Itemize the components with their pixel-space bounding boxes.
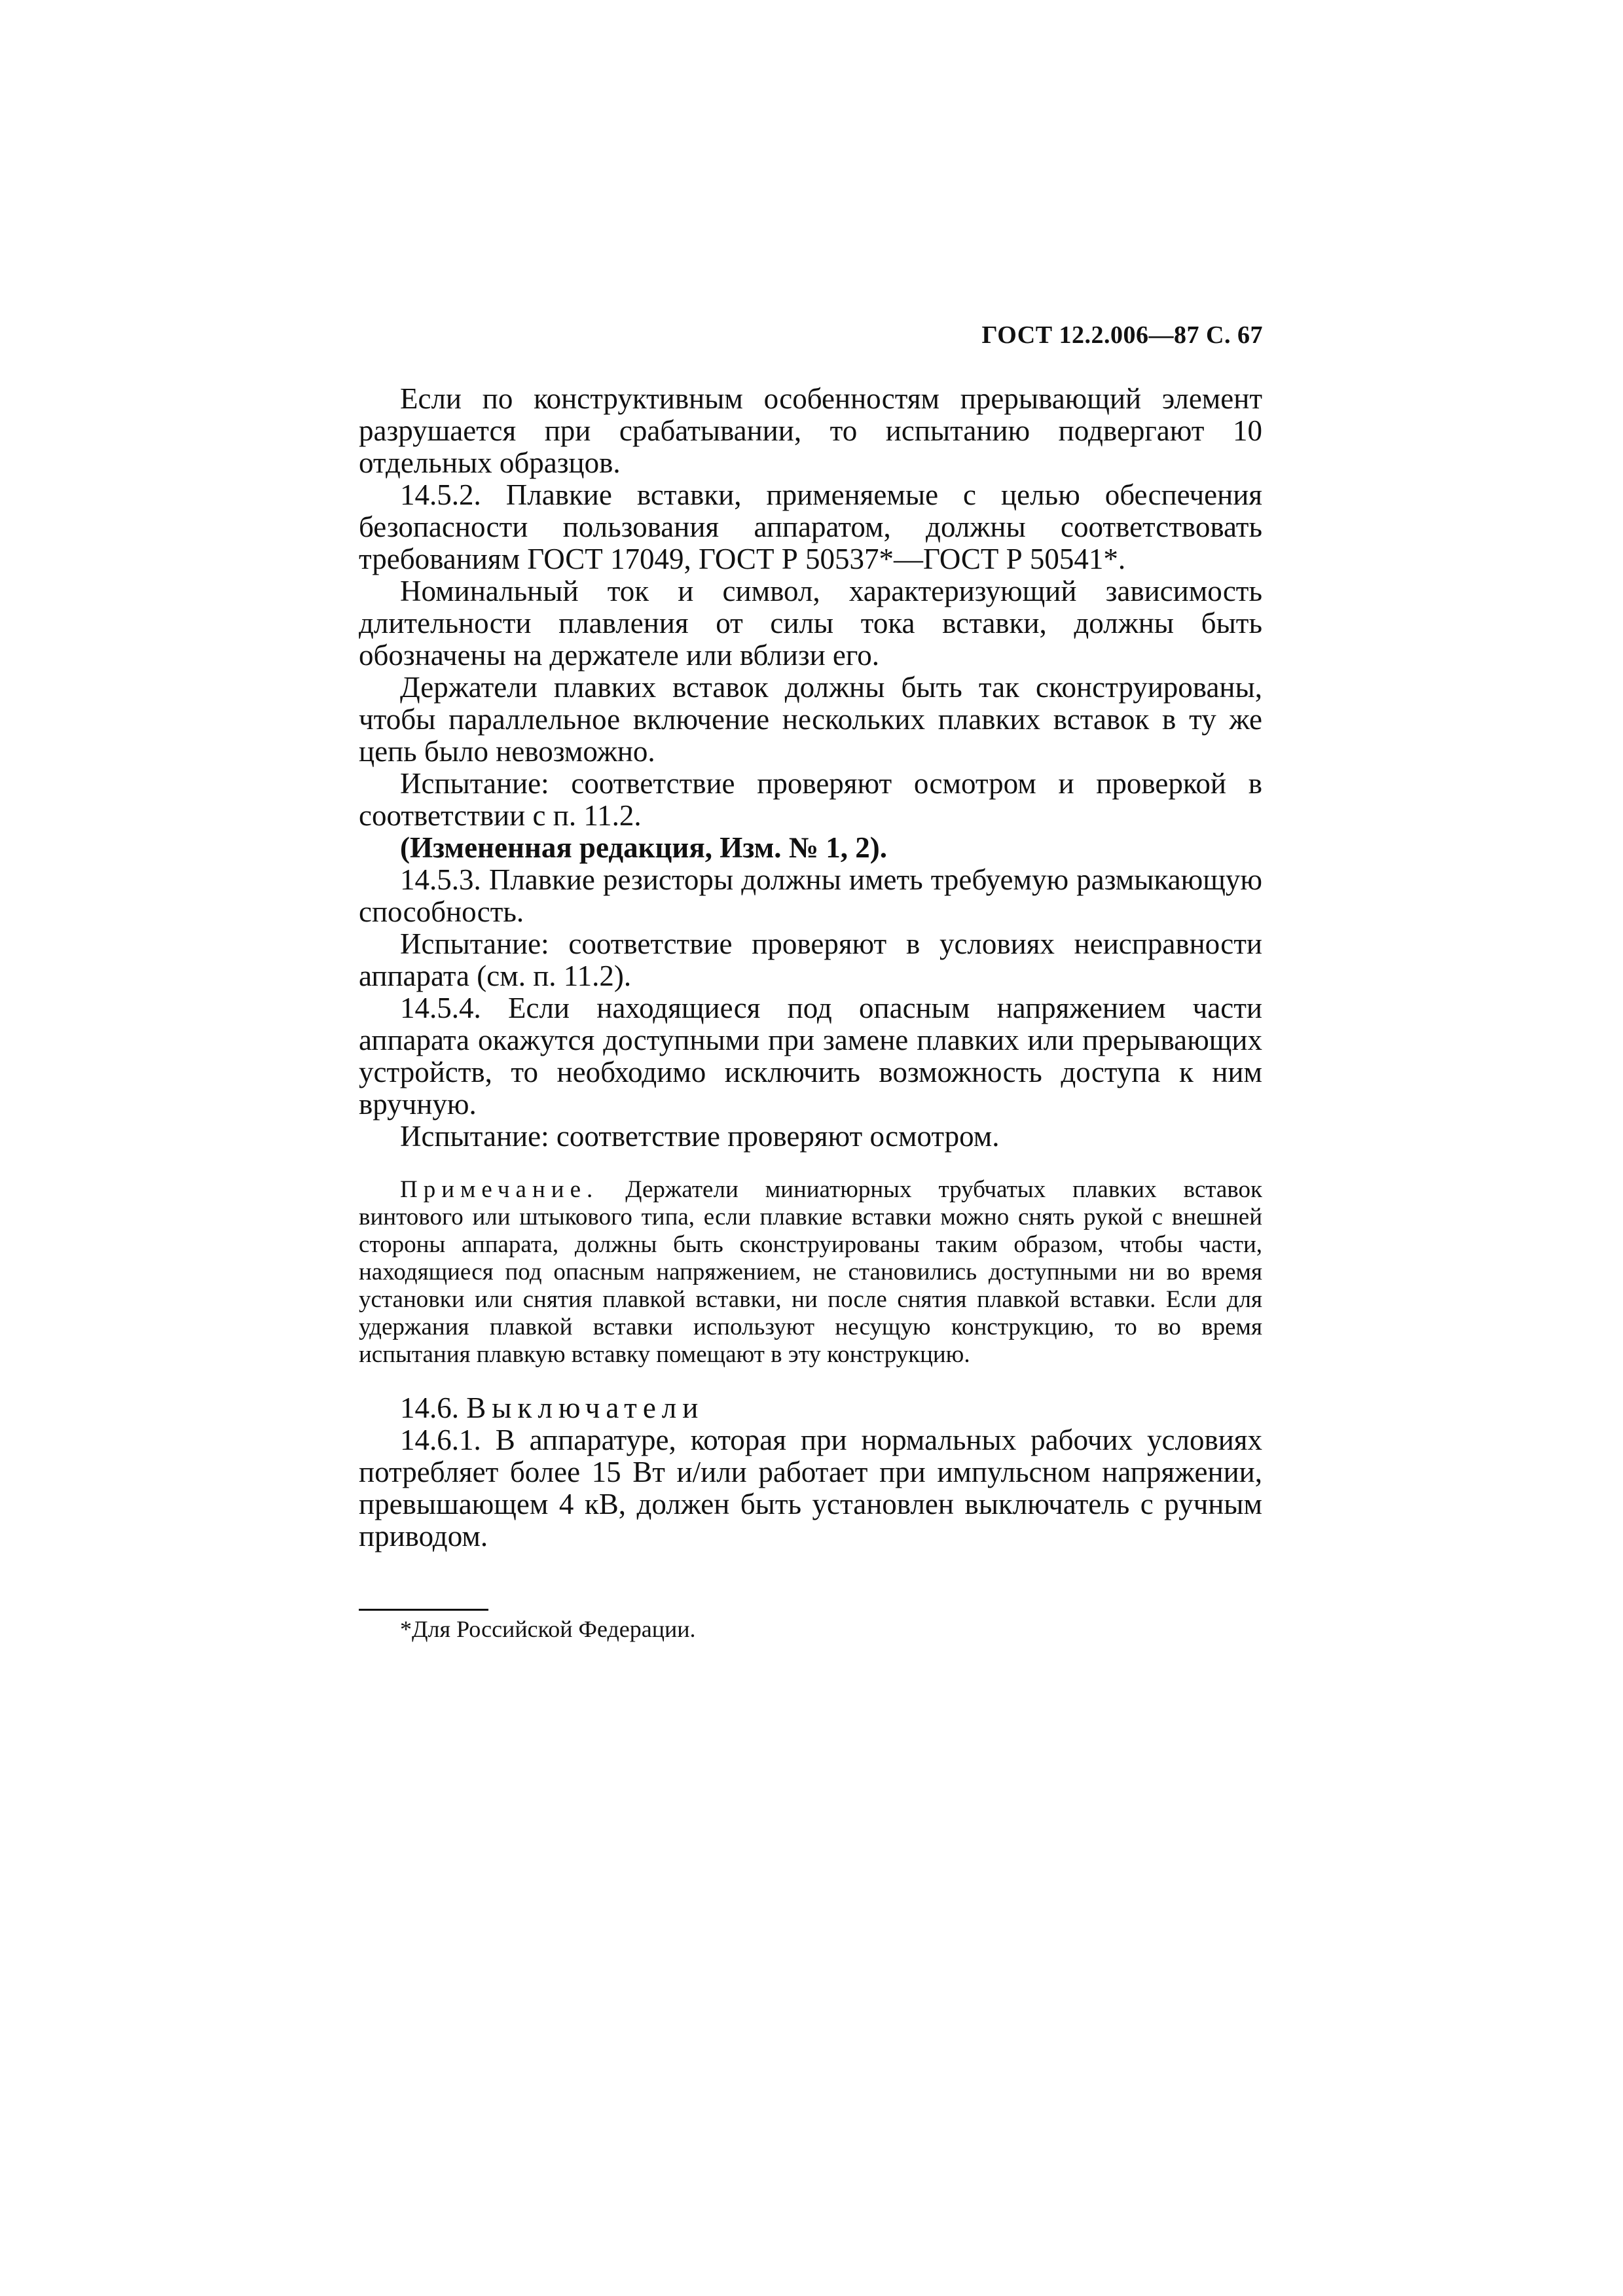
paragraph-14-5-4: 14.5.4. Если находящиеся под опасным напряжением части аппарата окажутся доступными при замене плавких или прерывающих устройств, то необходимо исключить возможность доступа к ним вручную. <box>359 992 1262 1121</box>
note-block <box>359 1176 1262 1369</box>
note-label: Примечание. <box>400 1176 599 1203</box>
section-number: 14.6. <box>400 1391 459 1424</box>
footnote-divider <box>359 1609 488 1611</box>
body-text <box>359 383 1262 1552</box>
paragraph: Держатели плавких вставок должны быть так сконструированы, чтобы параллельное включение нескольких плавких вставок в ту же цепь было невозможно. <box>359 671 1262 768</box>
section-heading-14-6 <box>359 1392 1262 1424</box>
test-paragraph: Испытание: соответствие проверяют осмотром. <box>400 1120 1000 1153</box>
test-paragraph: Испытание: соответствие проверяют осмотром и проверкой в соответствии с п. 11.2. <box>359 767 1262 832</box>
test-paragraph: Испытание: соответствие проверяют в условиях неисправности аппарата (см. п. 11.2). <box>359 927 1262 992</box>
note-text: Держатели миниатюрных трубчатых плавких вставок винтового или штыкового типа, если плавкие вставки можно снять рукой с внешней стороны аппарата, должны быть сконструированы таким образом, чтобы части, находящиеся под опасным напряжением, не становились доступными ни во время установки или снятия плавкой вставки, ни после снятия плавкой вставки. Если для удержания плавкой вставки используют несущую конструкцию, то во время испытания плавкую вставку помещают в эту конструкцию. <box>359 1176 1262 1368</box>
amendment-note: (Измененная редакция, Изм. № 1, 2). <box>400 831 888 864</box>
running-header: ГОСТ 12.2.006—87 С. 67 <box>981 321 1263 349</box>
paragraph: Если по конструктивным особенностям прерывающий элемент разрушается при срабатывании, то испытанию подвергают 10 отдельных образцов. <box>359 382 1262 479</box>
paragraph-14-6-1: 14.6.1. В аппаратуре, которая при нормальных рабочих условиях потребляет более 15 Вт и/или работает при импульсном напряжении, превышающем 4 кВ, должен быть установлен выключатель с ручным приводом. <box>359 1424 1262 1552</box>
paragraph: Номинальный ток и символ, характеризующий зависимость длительности плавления от силы тока вставки, должны быть обозначены на держателе или вблизи его. <box>359 575 1262 672</box>
paragraph-14-5-3: 14.5.3. Плавкие резисторы должны иметь требуемую размыкающую способность. <box>359 863 1262 928</box>
section-title: Выключатели <box>466 1391 704 1424</box>
footnote: *Для Российской Федерации. <box>400 1616 696 1642</box>
paragraph-14-5-2: 14.5.2. Плавкие вставки, применяемые с целью обеспечения безопасности пользования аппаратом, должны соответствовать требованиям ГОСТ 17049, ГОСТ Р 50537*—ГОСТ Р 50541*. <box>359 478 1262 575</box>
